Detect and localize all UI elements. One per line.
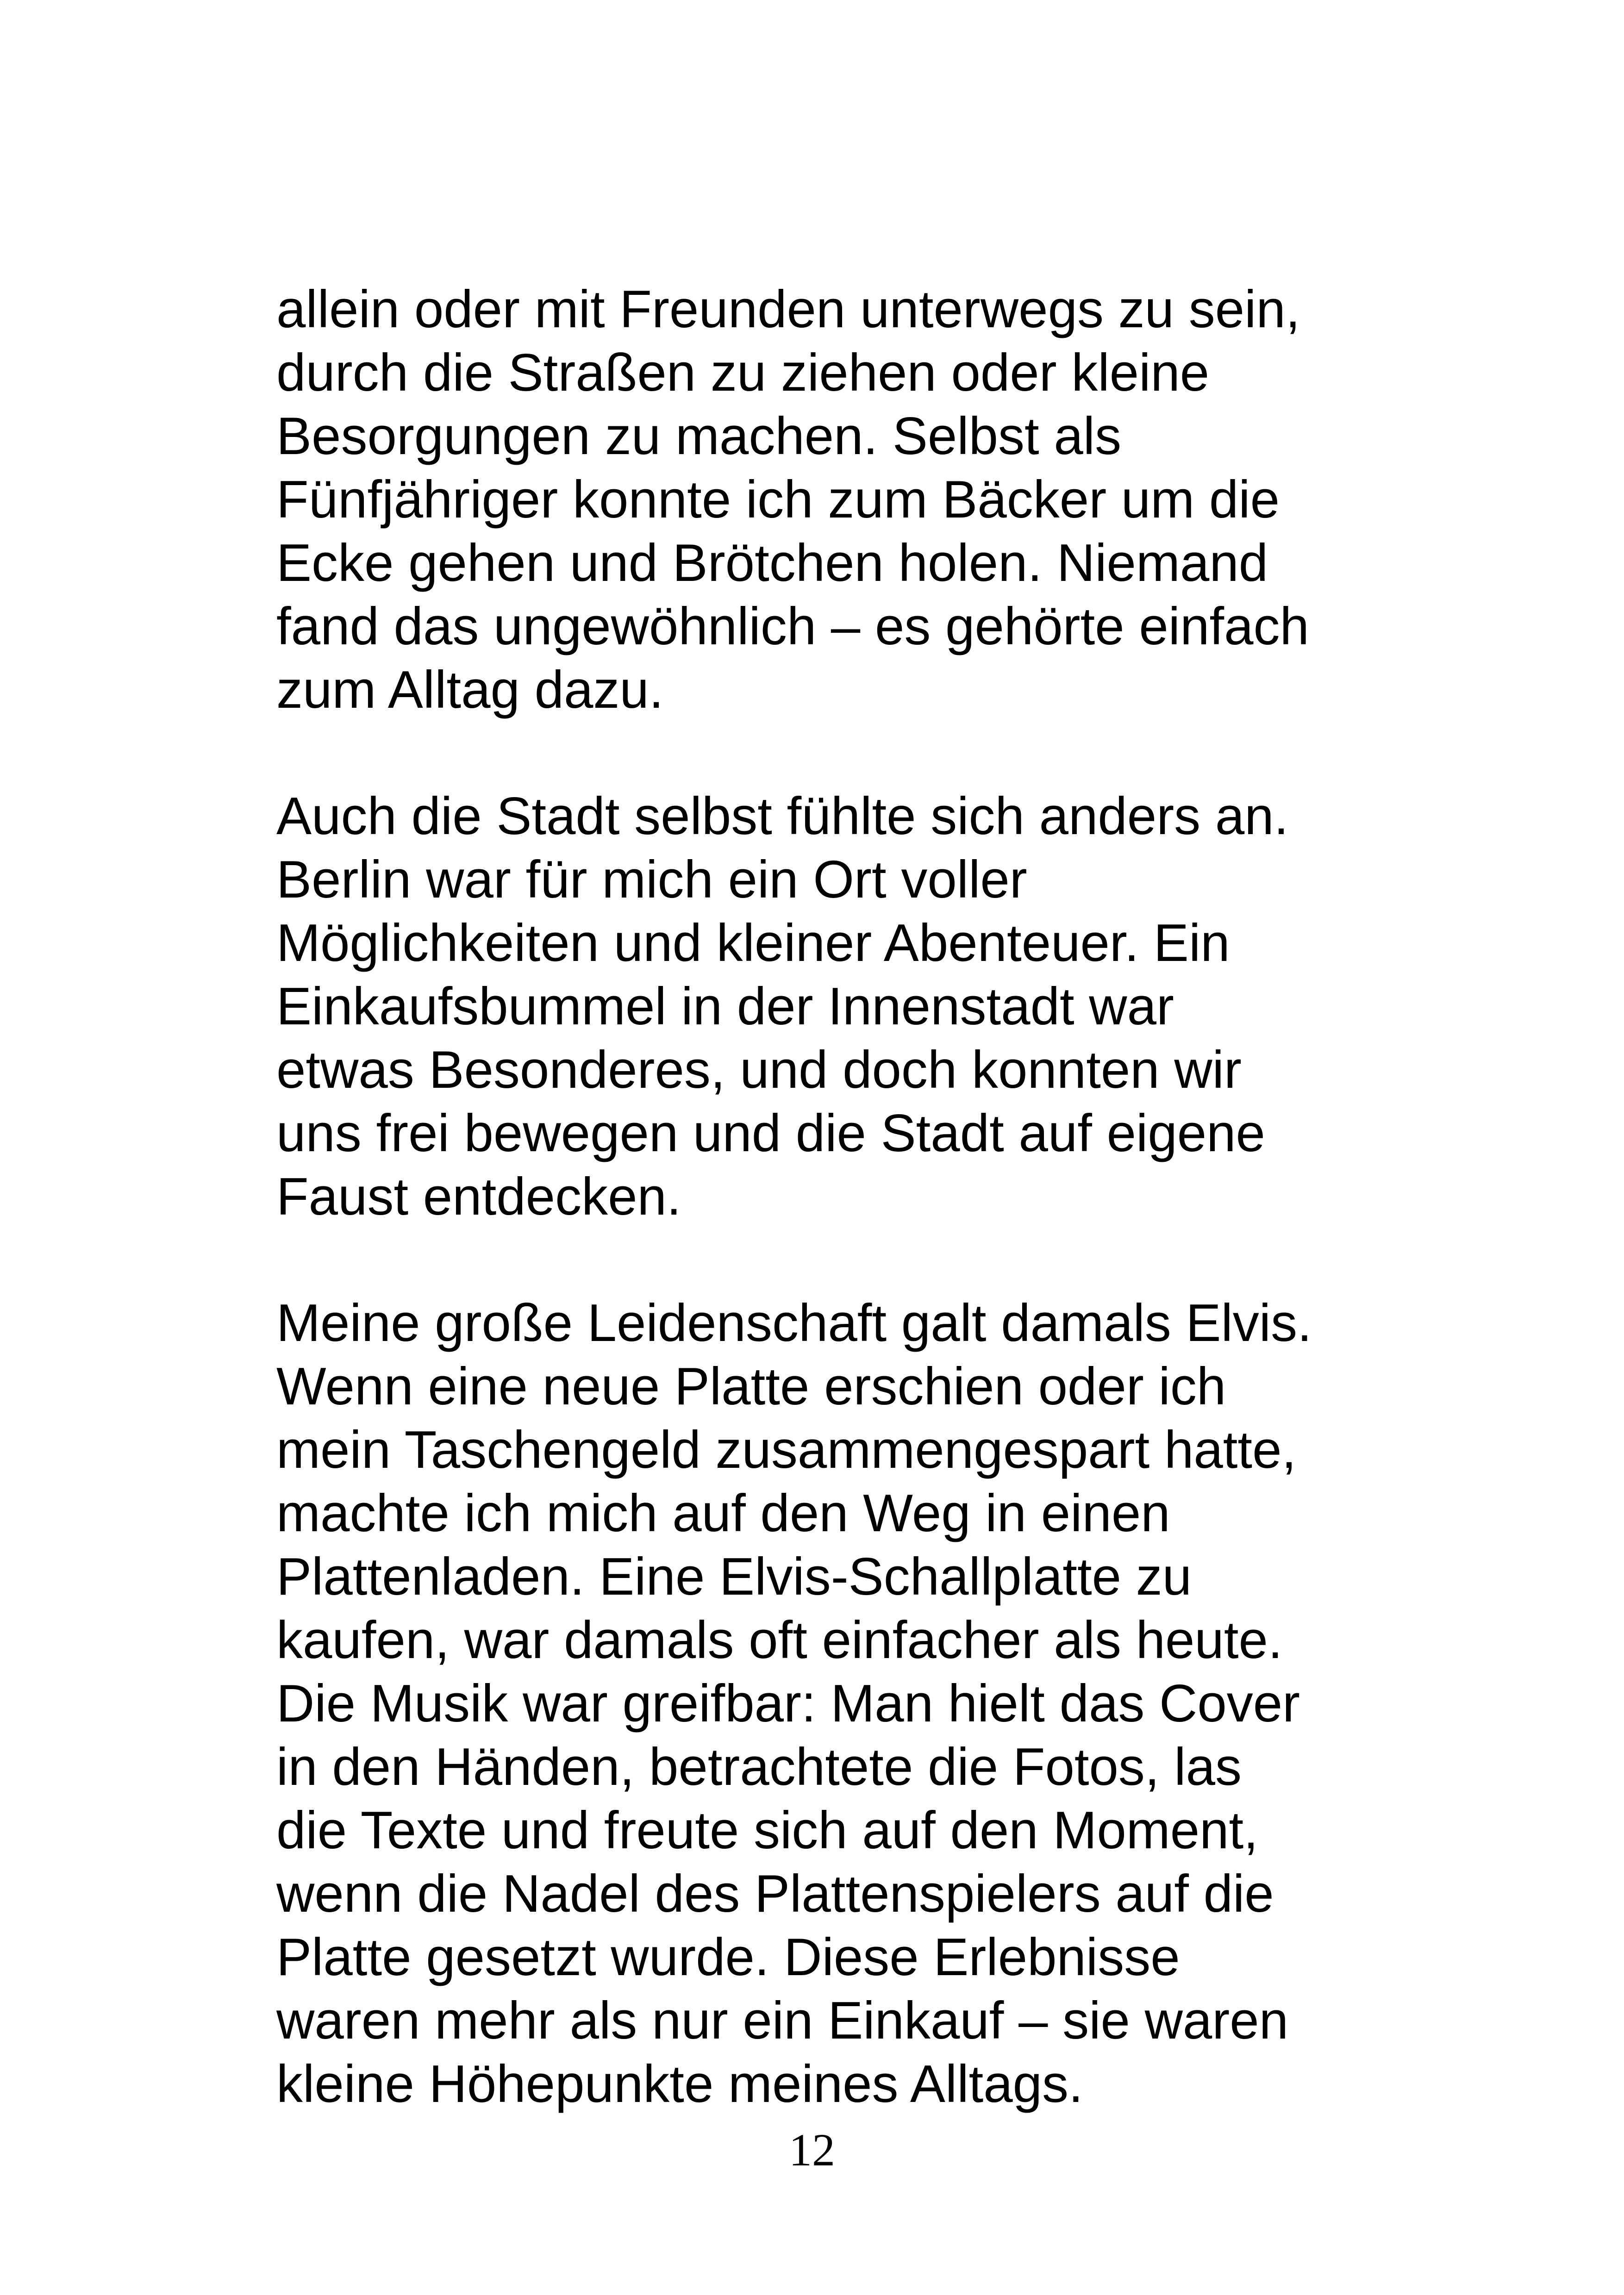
text-line: mein Taschengeld zusammengespart hatte, [276,1421,1297,1479]
text-line: Platte gesetzt wurde. Diese Erlebnisse [276,1928,1180,1987]
paragraph-3 [276,1291,1397,2116]
text-line: Ecke gehen und Brötchen holen. Niemand [276,534,1268,592]
text-line: machte ich mich auf den Weg in einen [276,1484,1170,1543]
text-line: Meine große Leidenschaft galt damals Elvis. [276,1294,1312,1353]
text-line: Einkaufsbummel in der Innenstadt war [276,977,1174,1036]
text-line: Fünfjähriger konnte ich zum Bäcker um die [276,470,1280,529]
text-line: durch die Straßen zu ziehen oder kleine [276,343,1210,402]
page-number: 12 [789,2124,835,2176]
text-line: kaufen, war damals oft einfacher als heute. [276,1611,1283,1670]
text-line: kleine Höhepunkte meines Alltags. [276,2055,1083,2114]
text-line: etwas Besonderes, und doch konnten wir [276,1041,1242,1099]
paragraph-spacer [276,722,1397,785]
text-line: Auch die Stadt selbst fühlte sich anders an. [276,787,1289,846]
text-line: Faust entdecken. [276,1167,681,1226]
text-line: Möglichkeiten und kleiner Abenteuer. Ein [276,914,1230,973]
text-line: Berlin war für mich ein Ort voller [276,850,1027,909]
text-line: Wenn eine neue Platte erschien oder ich [276,1357,1226,1416]
text-line: wenn die Nadel des Plattenspielers auf die [276,1865,1274,1923]
text-line: uns frei bewegen und die Stadt auf eigene [276,1104,1265,1163]
text-line: die Texte und freute sich auf den Moment, [276,1801,1258,1860]
text-line: Besorgungen zu machen. Selbst als [276,407,1122,466]
body-text [276,278,1397,2116]
paragraph-1 [276,278,1397,722]
text-line: allein oder mit Freunden unterwegs zu sein, [276,280,1300,339]
paragraph-2 [276,785,1397,1229]
text-line: zum Alltag dazu. [276,661,664,719]
text-line: fand das ungewöhnlich – es gehörte einfach [276,597,1309,656]
text-line: in den Händen, betrachtete die Fotos, las [276,1738,1242,1796]
text-line: Plattenladen. Eine Elvis-Schallplatte zu [276,1547,1192,1606]
paragraph-spacer [276,1229,1397,1291]
text-line: waren mehr als nur ein Einkauf – sie waren [276,1991,1289,2050]
text-line: Die Musik war greifbar: Man hielt das Cover [276,1674,1300,1733]
